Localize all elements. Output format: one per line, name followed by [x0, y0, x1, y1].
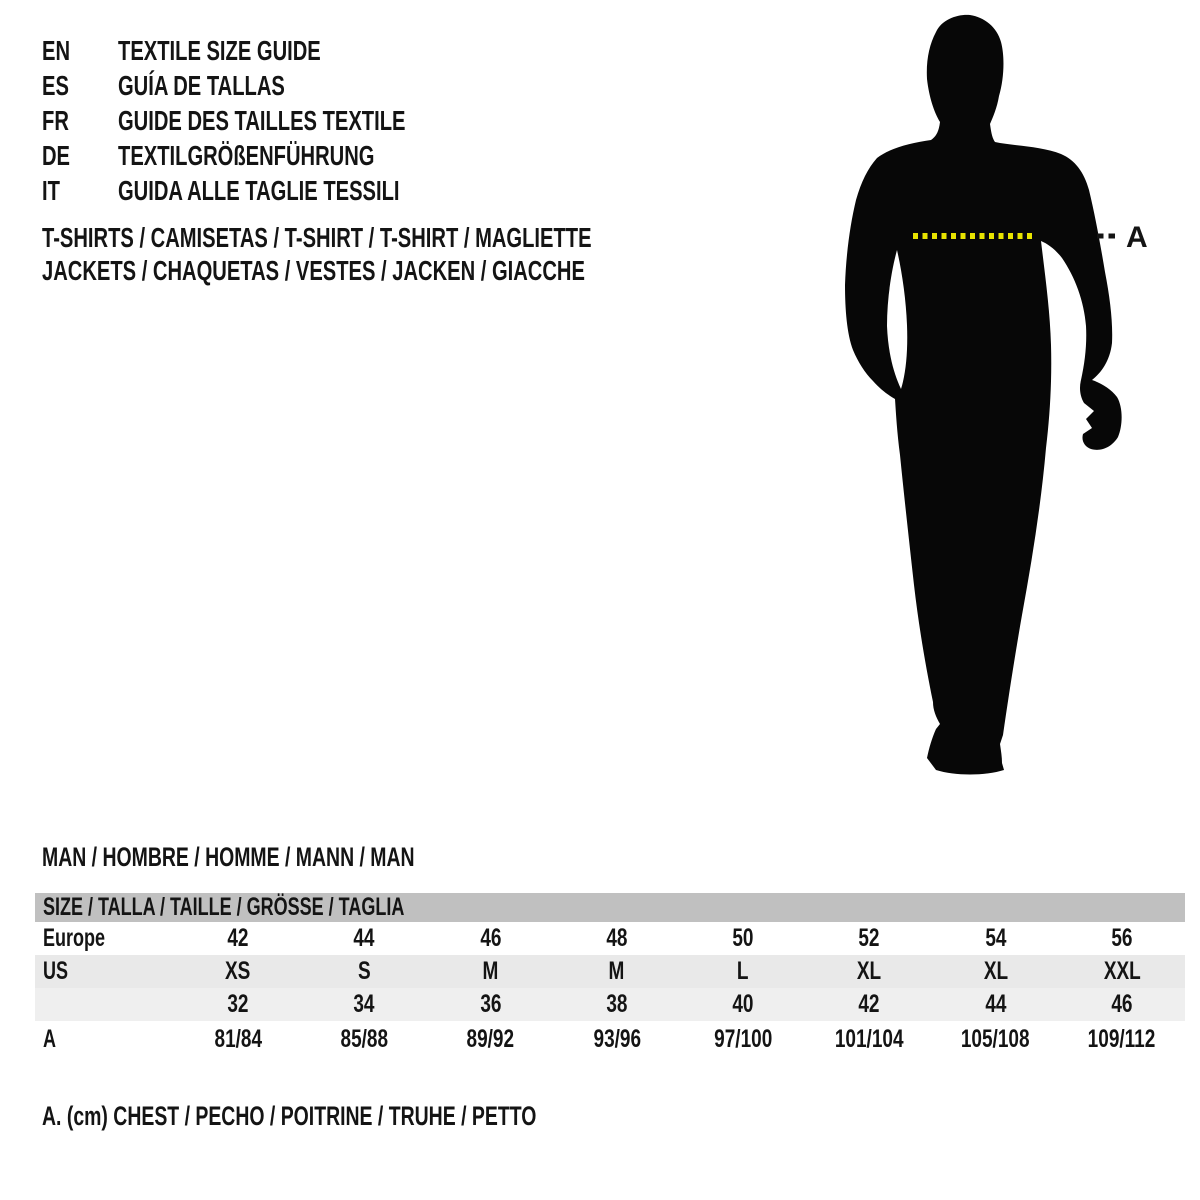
table-row-europe — [35, 922, 1185, 955]
size-cell: 89/92 — [466, 1025, 515, 1053]
size-cell: 109/112 — [1088, 1025, 1156, 1053]
size-cell: 101/104 — [835, 1025, 904, 1053]
size-cell: XS — [225, 957, 251, 985]
size-table — [35, 893, 1185, 1058]
chest-measure-footnote — [42, 1103, 729, 1130]
guide-title: GUIDA ALLE TAGLIE TESSILI — [118, 175, 400, 206]
size-cell: 34 — [353, 990, 375, 1018]
man-silhouette — [845, 15, 1122, 775]
category-line-tshirts: T-SHIRTS / CAMISETAS / T-SHIRT / T-SHIRT / MAGLIETTE — [42, 222, 592, 253]
size-cell: 54 — [985, 924, 1007, 952]
size-cell: 81/84 — [214, 1025, 262, 1053]
size-cell: 50 — [732, 924, 754, 952]
size-cell: S — [358, 957, 371, 985]
guide-title: GUÍA DE TALLAS — [118, 70, 285, 101]
size-cell: 105/108 — [961, 1025, 1030, 1053]
language-code: IT — [42, 175, 60, 206]
size-cell: 97/100 — [714, 1025, 773, 1053]
table-row-chest-a — [35, 1021, 1185, 1058]
size-cell: 40 — [732, 990, 754, 1018]
size-cell: 93/96 — [593, 1025, 641, 1053]
language-code: EN — [42, 35, 71, 66]
size-cell: 48 — [606, 924, 628, 952]
size-cell: XL — [983, 957, 1008, 985]
size-cell: M — [608, 957, 625, 985]
guide-title: GUIDE DES TAILLES TEXTILE — [118, 105, 406, 136]
size-cell: 46 — [480, 924, 502, 952]
language-code: ES — [42, 70, 69, 101]
size-cell: 56 — [1111, 924, 1133, 952]
size-cell: 44 — [985, 990, 1007, 1018]
chest-measure-footnote-text: A. (cm) CHEST / PECHO / POITRINE / TRUHE / PETTO — [42, 1101, 537, 1131]
row-label — [35, 990, 175, 1019]
size-table-header — [35, 893, 1185, 922]
size-cell: M — [482, 957, 499, 985]
size-cell: L — [737, 957, 749, 985]
table-row-numeric — [35, 988, 1185, 1021]
language-code: DE — [42, 140, 71, 171]
language-code: FR — [42, 105, 69, 136]
size-cell: 36 — [480, 990, 502, 1018]
guide-title: TEXTILGRÖßENFÜHRUNG — [118, 140, 375, 171]
size-table-header-text: SIZE / TALLA / TAILLE / GRÖSSE / TAGLIA — [43, 893, 405, 921]
size-cell: 32 — [227, 990, 249, 1018]
size-cell: 85/88 — [340, 1025, 389, 1053]
guide-title: TEXTILE SIZE GUIDE — [118, 35, 321, 66]
size-cell: XXL — [1103, 957, 1141, 985]
row-label: A — [43, 1025, 57, 1053]
size-cell: 44 — [353, 924, 375, 952]
size-cell: 42 — [858, 990, 880, 1018]
size-cell: 38 — [606, 990, 628, 1018]
measure-label-a: A — [1126, 221, 1148, 254]
table-row-us — [35, 955, 1185, 988]
row-label: US — [43, 957, 69, 985]
size-cell: 52 — [858, 924, 880, 952]
size-cell: 42 — [227, 924, 249, 952]
row-label: Europe — [43, 924, 106, 952]
section-title-man — [42, 844, 559, 871]
category-line-jackets: JACKETS / CHAQUETAS / VESTES / JACKEN / GIACCHE — [42, 255, 585, 286]
size-cell: XL — [857, 957, 882, 985]
size-cell: 46 — [1111, 990, 1133, 1018]
section-title-text: MAN / HOMBRE / HOMME / MANN / MAN — [42, 842, 415, 872]
